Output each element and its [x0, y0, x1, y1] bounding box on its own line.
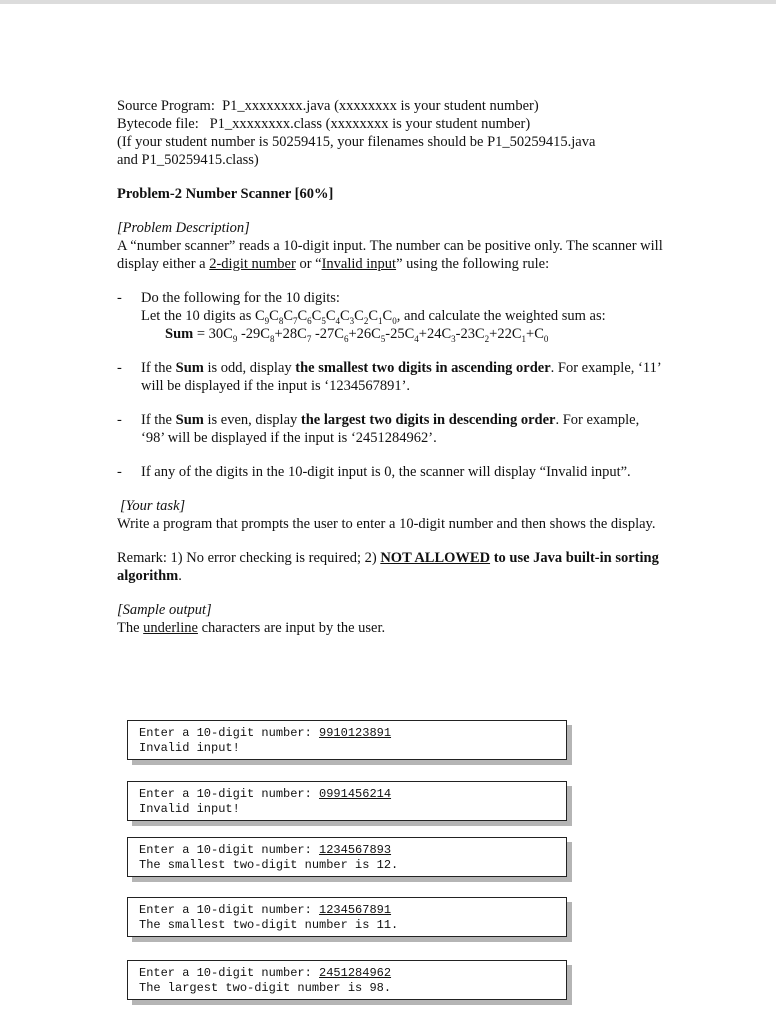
sample-output-box: Enter a 10-digit number: 0991456214 Invalid input! — [127, 781, 567, 821]
user-input: 2451284962 — [319, 966, 392, 980]
invalid-input-term: Invalid input — [321, 256, 397, 272]
weighted-sum-formula: Sum = $30C_9$ $-29C_8+28C_7$ $-27C_6+26C_5-25C_4+24C_3-23C_2+22C_1+C_0$ — [165, 326, 549, 344]
program-output: The smallest two-digit number is 12. — [139, 858, 399, 872]
sample-intro: The underline characters are input by the user. — [117, 620, 386, 636]
sample-output-box: Enter a 10-digit number: 1234567893 The smallest two-digit number is 12. — [127, 837, 567, 877]
task-text: Write a program that prompts the user to enter a 10-digit number and then shows the display. — [117, 516, 656, 532]
top-border — [0, 0, 776, 4]
source-label: Source Program: — [117, 98, 215, 114]
description-text: A “number scanner” reads a 10-digit input. The number can be positive only. The scanner will display either a 2-digit number or “Invalid input” using the following rule: — [117, 238, 663, 272]
problem-title: Problem-2 Number Scanner [60%] — [117, 186, 334, 202]
sample-output-box: Enter a 10-digit number: 9910123891 Invalid input! — [127, 720, 567, 760]
user-input: 9910123891 — [319, 726, 392, 740]
rule-item-zero: - If any of the digits in the 10-digit input is 0, the scanner will display “Invalid input”. — [117, 464, 631, 480]
bytecode-label: Bytecode file: — [117, 116, 199, 132]
program-output: Invalid input! — [139, 802, 240, 816]
user-input: 1234567891 — [319, 903, 392, 917]
not-allowed-term: NOT ALLOWED — [380, 550, 491, 566]
rule-item-weighted-sum: - Do the following for the 10 digits: Let the 10 digits as $C_9C_8C_7C_6C_5C_4C_3C_2C_1C_0$, and calculate the weighted sum as: Sum = $30C_9$ $-29C_8+28C_7$ $-27C_6+26C_5-25C_4+24C_3-23C_2+22C_1+C_0$ — [117, 289, 665, 343]
bytecode-value: P1_xxxxxxxx.class (xxxxxxxx is your student number) — [209, 116, 531, 132]
description-heading: [Problem Description] — [117, 220, 250, 236]
rules-list — [117, 289, 665, 481]
rule-item-even: - If the Sum is even, display the largest two digits in descending order. For example, ‘98’ will be displayed if the input is ‘2451284962’. — [117, 412, 640, 446]
task-heading: [Your task] — [120, 498, 186, 514]
sample-output-box: Enter a 10-digit number: 1234567891 The smallest two-digit number is 11. — [127, 897, 567, 937]
rule-item-odd: - If the Sum is odd, display the smallest two digits in ascending order. For example, ‘11’ will be displayed if the input is ‘1234567891’. — [117, 360, 661, 394]
bytecode-line — [117, 115, 665, 133]
source-program-line — [117, 97, 665, 115]
program-output: Invalid input! — [139, 741, 240, 755]
user-input: 0991456214 — [319, 787, 392, 801]
filename-example-line2: and P1_50259415.class) — [117, 152, 259, 168]
source-value: P1_xxxxxxxx.java (xxxxxxxx is your student number) — [222, 98, 539, 114]
sample-output-box: Enter a 10-digit number: 2451284962 The largest two-digit number is 98. — [127, 960, 567, 1000]
sample-heading: [Sample output] — [117, 602, 212, 618]
program-output: The smallest two-digit number is 11. — [139, 918, 399, 932]
remark-text: Remark: 1) No error checking is required; 2) NOT ALLOWED to use Java built-in sorting algorithm. — [117, 550, 659, 584]
filename-example-line1: (If your student number is 50259415, your filenames should be P1_50259415.java — [117, 134, 596, 150]
program-output: The largest two-digit number is 98. — [139, 981, 392, 995]
document-body — [117, 97, 665, 637]
two-digit-number-term: 2-digit number — [209, 256, 296, 272]
user-input: 1234567893 — [319, 843, 392, 857]
